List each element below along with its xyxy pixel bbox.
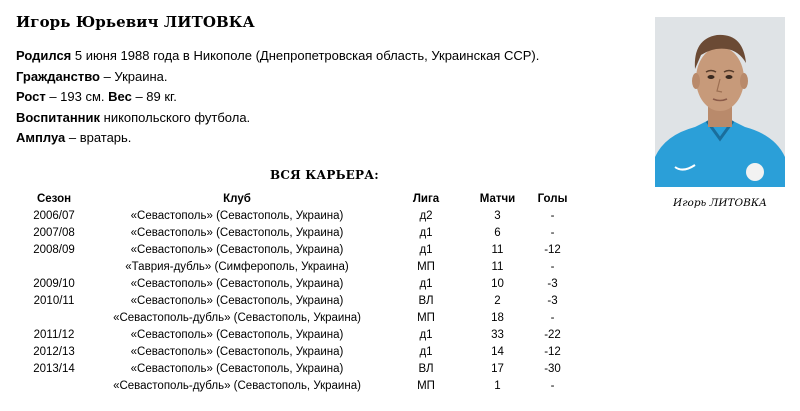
cell-season: 2006/07 xyxy=(33,209,75,222)
cell-matches: 18 xyxy=(491,311,504,324)
bio-text: никопольского футбола. xyxy=(100,109,251,125)
career-row xyxy=(16,377,580,394)
bio-label: Родился xyxy=(16,48,72,63)
career-header-row xyxy=(16,190,580,207)
cell-goals: - xyxy=(550,226,555,239)
cell-club: «Севастополь» (Севастополь, Украина) xyxy=(130,294,344,307)
cell-season xyxy=(16,258,92,275)
cell-club: «Севастополь» (Севастополь, Украина) xyxy=(130,243,344,256)
career-table-body xyxy=(16,207,580,394)
bio-text: – 193 см. xyxy=(45,89,109,104)
bio-text: – Украина. xyxy=(99,68,168,84)
cell-matches: 33 xyxy=(491,328,504,341)
cell-season: 2012/13 xyxy=(33,345,75,358)
cell-club: «Севастополь» (Севастополь, Украина) xyxy=(130,209,344,222)
cell-league: ВЛ xyxy=(418,294,434,307)
cell-matches: 11 xyxy=(491,243,504,256)
cell-goals: - xyxy=(550,260,555,273)
bio-text: – 89 кг. xyxy=(131,89,177,104)
bio-label: Гражданство xyxy=(16,68,100,84)
column-header-goals: Голы xyxy=(537,192,568,205)
cell-season xyxy=(16,309,92,326)
cell-goals: -3 xyxy=(547,294,558,307)
cell-club: «Севастополь» (Севастополь, Украина) xyxy=(130,362,344,375)
career-row xyxy=(16,224,580,241)
bio-line-height-weight xyxy=(16,87,539,108)
cell-goals: -22 xyxy=(544,328,561,341)
column-header-club: Клуб xyxy=(223,192,251,205)
bio-text: – вратарь. xyxy=(65,130,132,145)
bio-line-citizenship xyxy=(16,67,539,88)
cell-season: 2008/09 xyxy=(33,243,75,256)
cell-matches: 3 xyxy=(494,209,501,222)
cell-matches: 1 xyxy=(494,379,501,392)
cell-matches: 2 xyxy=(494,294,501,307)
career-row xyxy=(16,309,580,326)
career-row xyxy=(16,275,580,292)
cell-club: «Севастополь» (Севастополь, Украина) xyxy=(130,226,344,239)
career-table xyxy=(16,190,580,394)
cell-goals: - xyxy=(550,311,555,324)
cell-season: 2013/14 xyxy=(33,362,75,375)
cell-league: ВЛ xyxy=(418,362,434,375)
bio-label: Рост xyxy=(16,89,46,104)
cell-league: МП xyxy=(417,260,435,273)
player-bio xyxy=(16,46,539,149)
cell-club: «Севастополь-дубль» (Севастополь, Украина) xyxy=(113,379,361,392)
cell-club: «Севастополь» (Севастополь, Украина) xyxy=(130,345,344,358)
cell-matches: 17 xyxy=(491,362,504,375)
cell-league: д2 xyxy=(419,209,433,222)
bio-line-born xyxy=(16,46,539,67)
cell-league: д1 xyxy=(419,277,433,290)
cell-season xyxy=(16,377,92,394)
cell-goals: -3 xyxy=(547,277,558,290)
career-row xyxy=(16,326,580,343)
cell-league: д1 xyxy=(419,243,433,256)
cell-club: «Севастополь» (Севастополь, Украина) xyxy=(130,328,344,341)
column-header-matches: Матчи xyxy=(479,192,516,205)
cell-club: «Севастополь-дубль» (Севастополь, Украина) xyxy=(113,311,361,324)
cell-matches: 14 xyxy=(491,345,504,358)
cell-goals: -30 xyxy=(544,362,561,375)
cell-goals: - xyxy=(550,209,555,222)
photo-caption: Игорь ЛИТОВКА xyxy=(673,197,767,209)
cell-league: д1 xyxy=(419,328,433,341)
column-header-season: Сезон xyxy=(36,192,72,205)
bio-line-position xyxy=(16,128,539,149)
cell-club: «Таврия-дубль» (Симферополь, Украина) xyxy=(125,260,349,273)
cell-goals: -12 xyxy=(544,243,561,256)
cell-league: МП xyxy=(417,379,435,392)
bio-label: Воспитанник xyxy=(16,109,101,125)
cell-matches: 6 xyxy=(494,226,501,239)
cell-season: 2010/11 xyxy=(33,294,75,307)
career-row xyxy=(16,292,580,309)
cell-season: 2009/10 xyxy=(33,277,75,290)
career-row xyxy=(16,207,580,224)
bio-label: Амплуа xyxy=(16,130,66,145)
player-name-title: Игорь Юрьевич ЛИТОВКА xyxy=(16,13,255,31)
career-section-title: ВСЯ КАРЬЕРА: xyxy=(270,168,379,182)
career-row xyxy=(16,343,580,360)
career-row xyxy=(16,241,580,258)
career-row xyxy=(16,258,580,275)
cell-league: МП xyxy=(417,311,435,324)
cell-goals: -12 xyxy=(544,345,561,358)
bio-line-youth xyxy=(16,108,539,129)
career-row xyxy=(16,360,580,377)
cell-club: «Севастополь» (Севастополь, Украина) xyxy=(130,277,344,290)
cell-goals: - xyxy=(550,379,555,392)
cell-matches: 11 xyxy=(491,260,504,273)
column-header-league: Лига xyxy=(412,192,440,205)
cell-season: 2011/12 xyxy=(33,328,75,341)
bio-label: Вес xyxy=(108,89,132,104)
player-photo xyxy=(655,17,785,187)
cell-matches: 10 xyxy=(491,277,504,290)
bio-text: 5 июня 1988 года в Никополе (Днепропетровская область, Украинская ССР). xyxy=(71,48,540,63)
cell-season: 2007/08 xyxy=(33,226,75,239)
cell-league: д1 xyxy=(419,226,433,239)
cell-league: д1 xyxy=(419,345,433,358)
